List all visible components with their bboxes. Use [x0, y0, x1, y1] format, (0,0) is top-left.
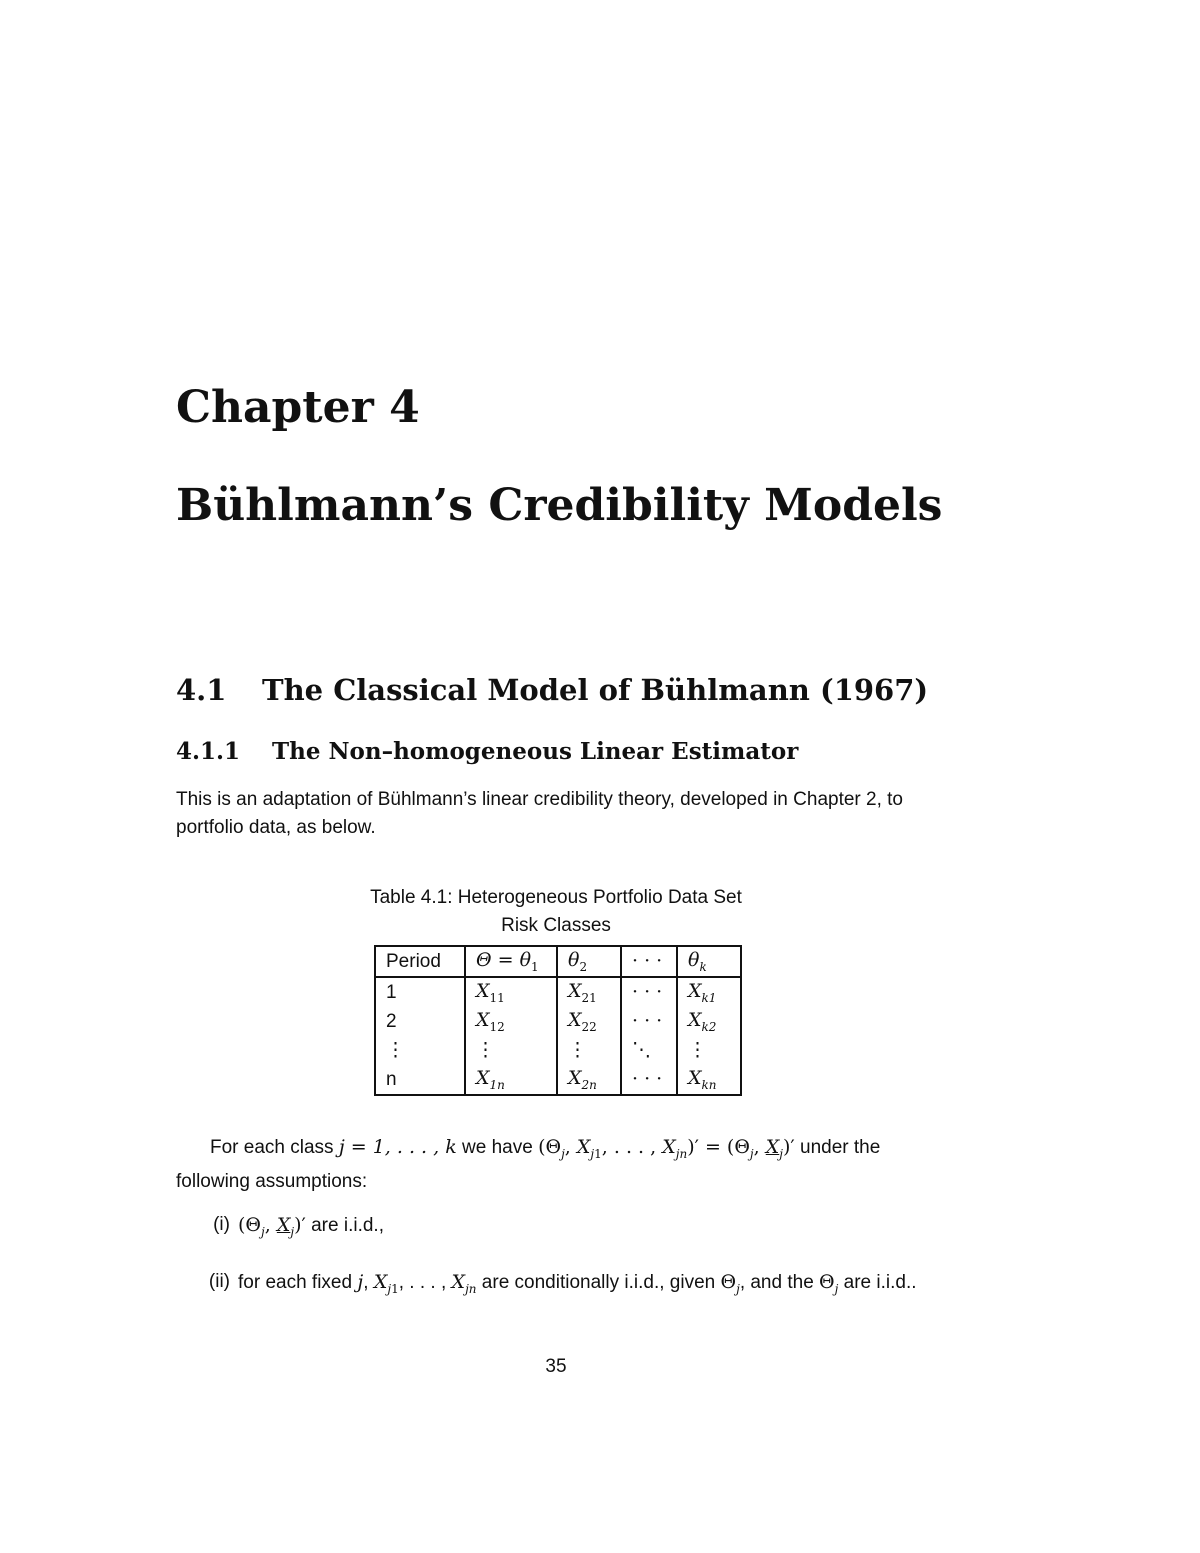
table-subcaption: Risk Classes: [501, 915, 611, 936]
chapter-title: Bühlmann’s Credibility Models: [176, 480, 943, 531]
chapter-label: Chapter 4: [176, 382, 420, 433]
cell-class-k: $X_{kn}$: [677, 1065, 741, 1095]
table-row: [375, 1036, 741, 1065]
list-item: (i) ($\Theta_j$, $X_j)'$ are i.i.d.,: [176, 1211, 940, 1246]
cell-period: 1: [386, 981, 397, 1003]
section-title: The Classical Model of Bühlmann (1967): [262, 673, 929, 707]
table-header-row: [375, 946, 741, 977]
table-caption: Table 4.1: Heterogeneous Portfolio Data Set: [370, 887, 742, 908]
assumptions-intro-paragraph: For each class j = 1, . . . , k we have ($\Theta_j$, $X_{j1}$, . . . , $X_{jn})' = (\Theta_j$, $X_j)'$ under the following assumptions:: [176, 1136, 881, 1192]
cell-class-2: $X_{22}$: [557, 1007, 621, 1036]
list-marker: (i): [213, 1214, 230, 1235]
header-theta-k: $\theta_k$: [677, 946, 741, 977]
tuple-math: ($\Theta_j$, $X_{j1}$, . . . , $X_{jn})' = (\Theta_j$, $X_j)'$: [538, 1136, 795, 1161]
list-item: (ii) for each fixed j, $X_{j1}$, . . . , $X_{jn}$ are conditionally i.i.d., given $\Theta_j$, and the $\Theta_j$ are i.i.d..: [176, 1268, 940, 1303]
cell-class-2: ⋮: [557, 1036, 621, 1065]
portfolio-data-table: [374, 945, 742, 1096]
cell-class-1: ⋮: [465, 1036, 557, 1065]
cell-dots: · · ·: [621, 1065, 677, 1095]
cell-period: n: [386, 1068, 397, 1090]
assumptions-list: [176, 1211, 940, 1325]
section-number: 4.1: [176, 673, 227, 707]
cell-dots: · · ·: [621, 977, 677, 1007]
table-row: [375, 977, 741, 1007]
cell-class-1: $X_{11}$: [465, 977, 557, 1007]
header-period: Period: [375, 946, 465, 977]
cell-class-2: $X_{21}$: [557, 977, 621, 1007]
cell-class-1: $X_{1n}$: [465, 1065, 557, 1095]
cell-dots: · · ·: [621, 1007, 677, 1036]
table-row: [375, 1007, 741, 1036]
header-dots: · · ·: [621, 946, 677, 977]
cell-class-k: $X_{k1}$: [677, 977, 741, 1007]
cell-class-k: ⋮: [677, 1036, 741, 1065]
header-theta-1: $\Theta = \theta_1$: [465, 946, 557, 977]
subsection-heading: [176, 734, 798, 770]
cell-class-1: $X_{12}$: [465, 1007, 557, 1036]
subsection-number: 4.1.1: [176, 738, 241, 765]
list-marker: (ii): [208, 1270, 230, 1292]
intro-paragraph: This is an adaptation of Bühlmann’s linear credibility theory, developed in Chapter 2, to portfolio data, as below.: [176, 789, 904, 838]
cell-period: ⋮: [386, 1040, 405, 1061]
page-number: 35: [545, 1356, 567, 1377]
section-heading: [176, 668, 928, 712]
cell-dots: ⋱: [621, 1036, 677, 1065]
cell-period: 2: [386, 1010, 397, 1032]
subsection-title: The Non–homogeneous Linear Estimator: [272, 738, 799, 765]
header-theta-2: $\theta_2$: [557, 946, 621, 977]
cell-class-k: $X_{k2}$: [677, 1007, 741, 1036]
cell-class-2: $X_{2n}$: [557, 1065, 621, 1095]
table-row: [375, 1065, 741, 1095]
class-index-math: j = 1, . . . , k: [338, 1136, 457, 1158]
